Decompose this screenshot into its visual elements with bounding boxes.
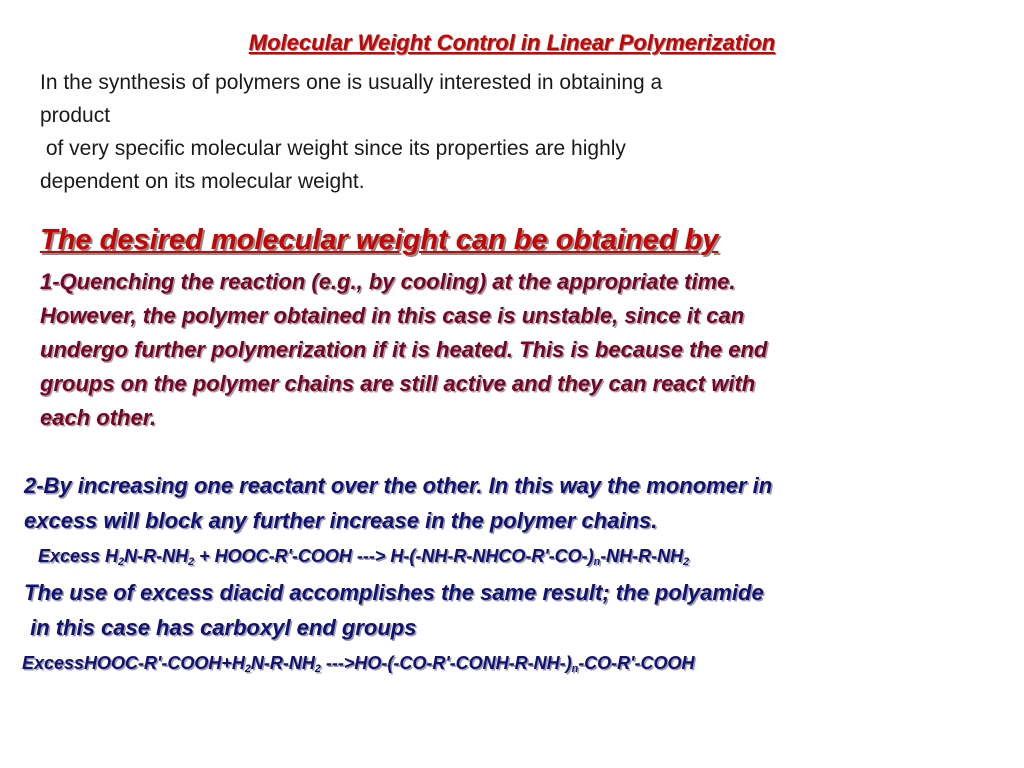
section2-line: in this case has carboxyl end groups: [24, 615, 417, 640]
equation-subscript: n: [571, 663, 579, 676]
intro-line: of very specific molecular weight since its properties are highly: [40, 137, 626, 160]
equation-subscript: 2: [244, 663, 251, 676]
equation-text: Excess H: [38, 546, 119, 566]
intro-line: In the synthesis of polymers one is usually interested in obtaining a: [40, 71, 663, 94]
section2-line: excess will block any further increase in the polymer chains.: [24, 508, 658, 533]
section1-line: groups on the polymer chains are still active and they can react with: [40, 371, 756, 396]
intro-line: dependent on its molecular weight.: [40, 170, 365, 193]
intro-line: product: [40, 104, 111, 127]
section1-line: each other.: [40, 405, 157, 430]
section2: [24, 468, 1014, 682]
equation-text: + HOOC-R'-COOH ---> H-(-NH-R-NHCO-R'-CO-): [194, 546, 594, 566]
slide-title: Molecular Weight Control in Linear Polymerization: [248, 30, 776, 55]
equation-text: N-R-NH: [124, 546, 189, 566]
equation-text: -CO-R'-COOH: [578, 653, 695, 673]
section1-body: [40, 265, 1010, 435]
section1-heading: The desired molecular weight can be obtained by: [40, 224, 719, 256]
section1-line: undergo further polymerization if it is heated. This is because the end: [40, 337, 768, 362]
equation-text: N-R-NH: [250, 653, 315, 673]
section1-line: However, the polymer obtained in this case is unstable, since it can: [40, 303, 745, 328]
section2-line: 2-By increasing one reactant over the other. In this way the monomer in: [24, 473, 773, 498]
equation-text: ExcessHOOC-R'-COOH+H: [22, 653, 245, 673]
section1-line: 1-Quenching the reaction (e.g., by cooling) at the appropriate time.: [40, 269, 736, 294]
equation-subscript: 2: [188, 556, 195, 569]
equation-subscript: 2: [118, 556, 125, 569]
equation-excess-diamine: [24, 538, 1014, 575]
equation-subscript: 2: [683, 556, 690, 569]
equation-subscript: 2: [314, 663, 321, 676]
section2-line: The use of excess diacid accomplishes the same result; the polyamide: [24, 580, 764, 605]
intro-paragraph: [40, 66, 940, 198]
equation-excess-diacid: [22, 645, 1014, 682]
equation-subscript: n: [593, 556, 601, 569]
equation-text: --->HO-(-CO-R'-CONH-R-NH-): [320, 653, 572, 673]
equation-text: -NH-R-NH: [600, 546, 684, 566]
